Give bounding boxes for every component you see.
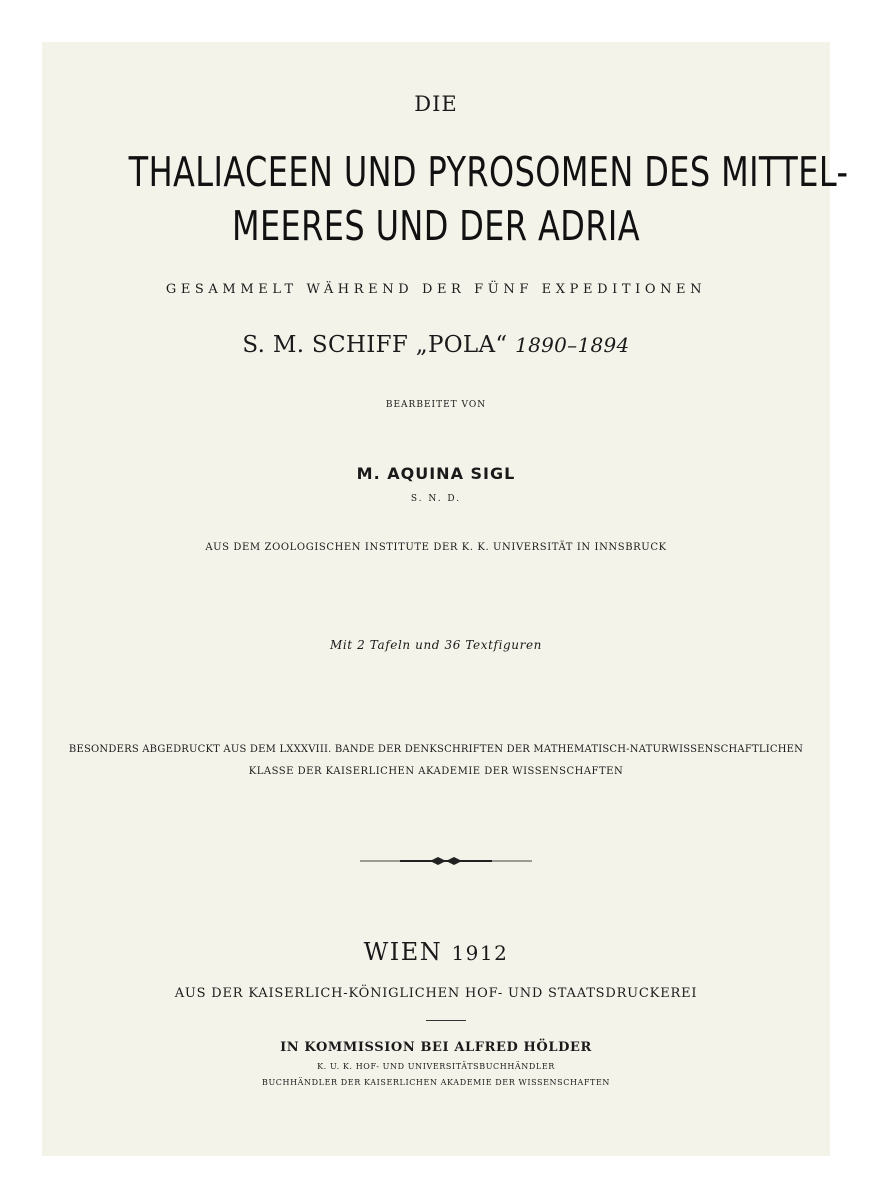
- ship-years: 1890–1894: [515, 333, 630, 357]
- title-page: [42, 42, 849, 1156]
- bookseller-line-1: K. U. K. HOF- UND UNIVERSITÄTSBUCHHÄNDLER: [317, 1062, 555, 1071]
- reprint-note-line-1: BESONDERS ABGEDRUCKT AUS DEM LXXXVIII. BANDE DER DENKSCHRIFTEN DER MATHEMATISCH-NATURWISSENSCHAFTLICHEN: [68, 744, 804, 755]
- short-divider: [426, 1020, 466, 1021]
- ornament-divider-icon: [360, 854, 532, 868]
- bookseller-line-2: BUCHHÄNDLER DER KAISERLICHEN AKADEMIE DER WISSENSCHAFTEN: [261, 1078, 611, 1087]
- author-name: M. AQUINA SIGL: [356, 464, 516, 483]
- ship-line: [42, 332, 830, 358]
- plates-note: Mit 2 Tafeln und 36 Textfiguren: [329, 638, 543, 652]
- main-title-line-2: MEERES UND DER ADRIA: [231, 202, 641, 250]
- imprint-year: 1912: [451, 941, 509, 965]
- title-article: DIE: [414, 92, 458, 116]
- main-title-line-1: THALIACEEN UND PYROSOMEN DES MITTEL-: [128, 148, 849, 196]
- printer-line: AUS DER KAISERLICH-KÖNIGLICHEN HOF- UND STAATSDRUCKEREI: [174, 986, 698, 1001]
- edited-by: BEARBEITET VON: [385, 400, 487, 410]
- commission-line: IN KOMMISSION BEI ALFRED HÖLDER: [280, 1040, 592, 1055]
- author-suffix: S. N. D.: [410, 494, 462, 504]
- reprint-note-line-2: KLASSE DER KAISERLICHEN AKADEMIE DER WISSENSCHAFTEN: [248, 766, 624, 777]
- imprint-city: WIEN: [363, 938, 443, 966]
- institute-line: AUS DEM ZOOLOGISCHEN INSTITUTE DER K. K. UNIVERSITÄT IN INNSBRUCK: [205, 542, 667, 553]
- ship-name: S. M. SCHIFF „POLA“: [242, 332, 508, 358]
- subtitle: GESAMMELT WÄHREND DER FÜNF EXPEDITIONEN: [165, 282, 707, 297]
- imprint-place-year: [42, 938, 830, 966]
